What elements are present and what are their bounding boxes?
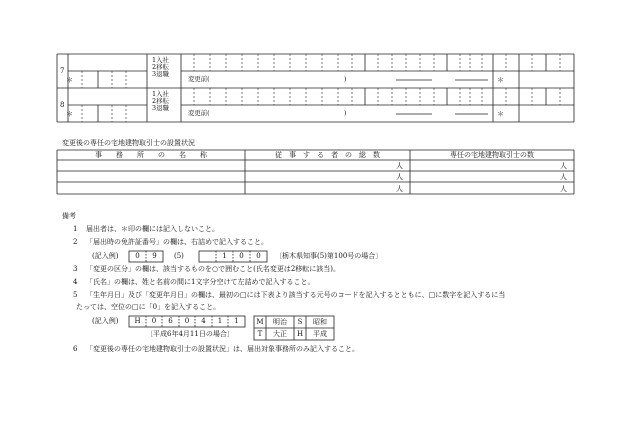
example-digit: H [134,317,141,325]
example-label: (記入例) [92,317,119,325]
example-digit: 1 [234,317,239,325]
note-3: 「変更の区分」の欄は、該当するものを○で囲むこと(氏名変更は2移転に該当)。 [86,265,341,273]
note-5: 「生年月日」及び「変更年月日」の欄は、最初の□には下表より該当する元号のコードを記入するとともに、□に数字を記入するに当 [86,291,506,299]
example-digit: 0 [151,317,157,325]
example-digit: 0 [239,252,244,260]
note-number: 1 [73,225,78,233]
note-number: 5 [73,291,78,299]
entry-number: 8 [60,101,65,109]
note-number: 6 [73,345,78,353]
entry-number: 7 [60,67,65,75]
example-digit: 0 [256,252,261,260]
note-number: 3 [73,265,78,273]
era-code: T [257,330,263,338]
era-code: H [296,330,304,338]
example-digit: 0 [135,252,140,260]
prev-close: ) [344,75,347,83]
note-number: 4 [73,278,78,286]
note-1: 届出者は、＊印の欄には記入しないこと。 [86,225,219,233]
note-6: 「変更後の専任の宅地建物取引士の設置状況」は、届出対象事務所のみ記入すること。 [86,345,359,353]
option-transfer[interactable]: 2移転 [152,97,169,105]
header-agent-count: 専任の宅地建物取引士の数 [450,151,534,159]
option-join[interactable]: 1入社 [152,56,169,64]
example-digit: 4 [201,317,206,325]
note-number: 2 [73,238,78,246]
era-code: M [256,318,264,326]
star-marker: ＊ [66,110,73,118]
option-leave[interactable]: 3退職 [152,104,169,112]
prev-label: 変更前( [188,75,210,83]
option-leave[interactable]: 3退職 [152,70,169,78]
star-marker: ＊ [497,110,504,118]
example-caption: 〔平成6年4月11日の場合〕 [146,330,234,338]
note-2: 「届出時の免許証番号」の欄は、右詰めで記入すること。 [86,238,268,246]
option-join[interactable]: 1入社 [152,90,169,98]
era-name: 昭和 [313,318,327,326]
unit-persons: 人 [396,162,403,170]
example-paren: (5) [174,252,184,260]
unit-persons: 人 [396,185,403,193]
option-transfer[interactable]: 2移転 [152,63,169,71]
star-marker: ＊ [497,76,504,84]
example-caption: 〔栃木県知事(5)第100号の場合〕 [275,252,383,260]
section-title: 変更後の専任の宅地建物取引士の設置状況 [62,139,195,147]
unit-persons: 人 [560,173,567,181]
note-5-continued: たっては、空位の□に「0」を記入すること。 [76,303,221,311]
prev-label: 変更前( [188,109,210,117]
example-digit: 1 [222,252,227,260]
header-total-staff: 従 事 す る 者 の 総 数 [275,151,380,159]
era-name: 大正 [273,330,287,338]
notes-title: 備考 [62,212,76,220]
unit-persons: 人 [560,162,567,170]
era-name: 平成 [313,330,327,338]
header-office-name: 事 務 所 の 名 称 [95,151,207,159]
prev-close: ) [344,109,347,117]
note-4: 「氏名」の欄は、姓と名前の間に1文字分空けて左詰めで記入すること。 [86,278,315,286]
era-name: 明治 [273,318,287,326]
star-marker: ＊ [66,76,73,84]
example-digit: 1 [217,317,223,325]
unit-persons: 人 [396,173,403,181]
era-code: S [297,318,303,326]
example-digit: 0 [184,317,190,325]
example-digit: 6 [168,317,173,325]
unit-persons: 人 [560,185,567,193]
example-label: (記入例) [92,252,119,260]
example-digit: 9 [152,252,157,260]
